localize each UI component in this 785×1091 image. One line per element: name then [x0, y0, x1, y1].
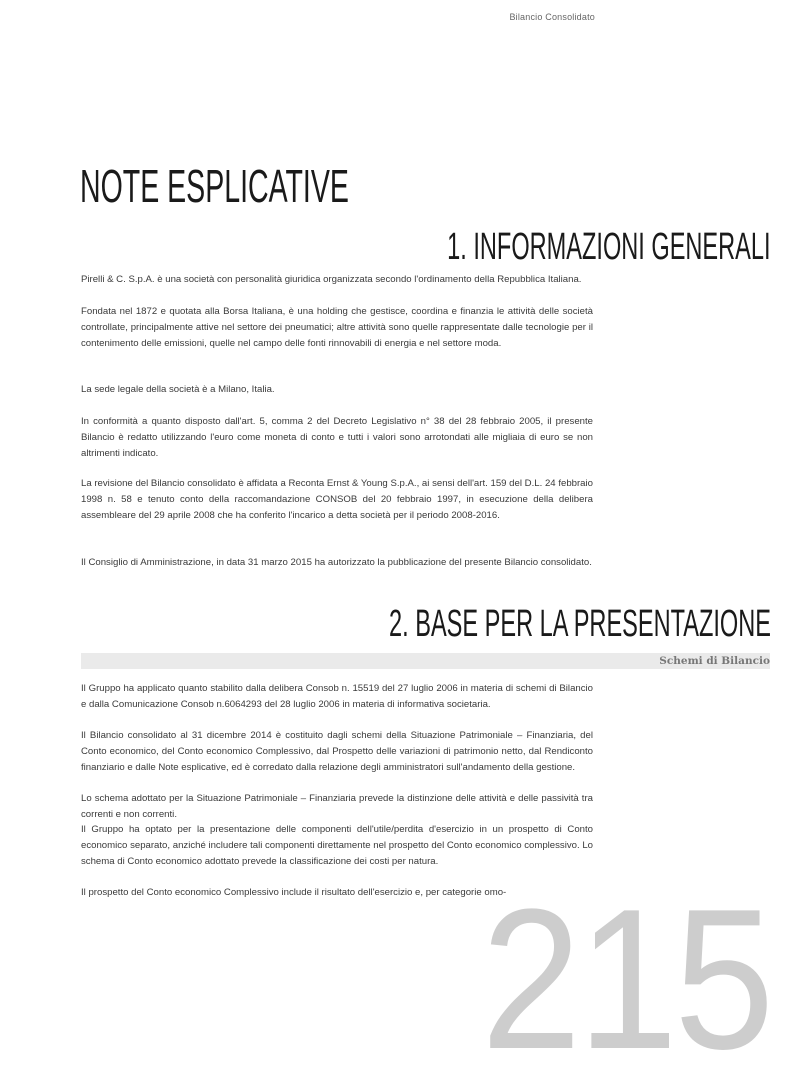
subsection-heading-schemi-di-bilancio: Schemi di Bilancio: [659, 655, 770, 667]
running-header: Bilancio Consolidato: [509, 12, 595, 22]
paragraph: Il Gruppo ha optato per la presentazione delle componenti dell'utile/perdita d'esercizio in un prospetto di Conto economico separato, anziché includere tali componenti direttamente nel prospetto del Conto economico complessivo. Lo schema di Conto economico adottato prevede la classificazione dei costi per natura.: [81, 824, 593, 867]
paragraph: Il Gruppo ha applicato quanto stabilito dalla delibera Consob n. 15519 del 27 luglio 2006 in materia di schemi di Bilancio e dalla Comunicazione Consob n.6064293 del 28 luglio 2006 in materia di informativa societaria.: [81, 683, 593, 710]
page-number: 215: [481, 868, 771, 1091]
section-heading-informazioni-generali: 1. INFORMAZIONI GENERALI: [447, 226, 771, 268]
paragraph: Pirelli & C. S.p.A. è una società con personalità giuridica organizzata secondo l'ordinamento della Repubblica Italiana.: [81, 274, 582, 285]
section-heading-base-per-la-presentazione: 2. BASE PER LA PRESENTAZIONE: [389, 603, 771, 645]
paragraph: La revisione del Bilancio consolidato è affidata a Reconta Ernst & Young S.p.A., ai sensi dell'art. 159 del D.L. 24 febbraio 1998 n. 58 e tenuto conto della raccomandazione CONSOB del 20 febbraio 1997, in esecuzione della delibera assembleare del 29 aprile 2008 che ha conferito l'incarico a detta società per il periodo 2008-2016.: [81, 478, 593, 521]
paragraph: Il Consiglio di Amministrazione, in data 31 marzo 2015 ha autorizzato la pubblicazione del presente Bilancio consolidato.: [81, 557, 592, 568]
paragraph: In conformità a quanto disposto dall'art. 5, comma 2 del Decreto Legislativo n° 38 del 28 febbraio 2005, il presente Bilancio è redatto utilizzando l'euro come moneta di conto e tutti i valori sono arrotondati alle migliaia di euro se non altrimenti indicato.: [81, 416, 593, 459]
page-title: NOTE ESPLICATIVE: [80, 160, 349, 212]
paragraph: Lo schema adottato per la Situazione Patrimoniale – Finanziaria prevede la distinzione delle attività e delle passività tra correnti e non correnti.: [81, 793, 593, 820]
paragraph: Il Bilancio consolidato al 31 dicembre 2014 è costituito dagli schemi della Situazione Patrimoniale – Finanziaria, del Conto economico, del Conto economico Complessivo, dal Prospetto delle variazioni di patrimonio netto, dal Rendiconto finanziario e dalle Note esplicative, ed è corredato dalla relazione degli amministratori sull'andamento della gestione.: [81, 730, 593, 773]
paragraph: Il prospetto del Conto economico Complessivo include il risultato dell'esercizio e, per categorie omo-: [81, 887, 507, 898]
paragraph: Fondata nel 1872 e quotata alla Borsa Italiana, è una holding che gestisce, coordina e finanzia le attività delle società controllate, principalmente attive nel settore dei pneumatici; altre attività sono quelle rappresentate dalle tecnologie per il contenimento delle emissioni, quelle nel campo delle fonti rinnovabili di energia e nel settore moda.: [81, 306, 593, 349]
paragraph: La sede legale della società è a Milano, Italia.: [81, 384, 275, 395]
